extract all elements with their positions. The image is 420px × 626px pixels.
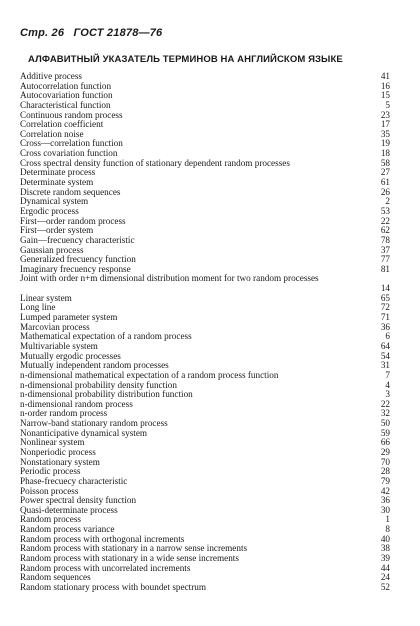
index-term: n-order random process bbox=[20, 408, 108, 419]
index-term: Autocorrelation function bbox=[20, 80, 112, 91]
index-term: Nonstationary system bbox=[20, 456, 100, 467]
index-page-number: 72 bbox=[380, 302, 390, 313]
term-index-list bbox=[20, 72, 390, 593]
index-page-number: 38 bbox=[380, 543, 390, 554]
index-page-number: 52 bbox=[380, 581, 390, 592]
page-number: Стр. 26 bbox=[20, 27, 65, 39]
index-title: АЛФАВИТНЫЙ УКАЗАТЕЛЬ ТЕРМИНОВ НА АНГЛИЙСКОМ ЯЗЫКЕ bbox=[28, 54, 343, 65]
index-page-number: 81 bbox=[380, 263, 390, 274]
index-term: Marcovian process bbox=[20, 321, 90, 332]
index-term: Mutually independent random processes bbox=[20, 360, 169, 371]
index-term: n-dimensional probability density function bbox=[20, 379, 177, 390]
index-page-number: 14 bbox=[380, 283, 390, 294]
index-page-number: 2 bbox=[385, 196, 390, 207]
index-term: Narrow-band stationary random process bbox=[20, 418, 168, 429]
index-term: Random process with orthogonal increments bbox=[20, 533, 185, 544]
index-term: Linear system bbox=[20, 292, 72, 303]
index-page-number: 66 bbox=[380, 437, 390, 448]
index-page-number: 54 bbox=[380, 350, 390, 361]
index-page-number: 7 bbox=[385, 369, 390, 380]
index-page-number: 61 bbox=[380, 177, 390, 188]
index-page-number: 27 bbox=[380, 167, 390, 178]
index-term: Cross covariation function bbox=[20, 148, 118, 159]
index-term: Gain—frecuency characteristic bbox=[20, 234, 135, 245]
index-term: n-dimensional probability distribution function bbox=[20, 389, 193, 400]
index-page-number: 1 bbox=[385, 514, 390, 525]
index-term: Discrete random sequences bbox=[20, 186, 121, 197]
index-term: Determinate system bbox=[20, 177, 94, 188]
index-page-number: 78 bbox=[380, 234, 390, 245]
index-page-number: 23 bbox=[380, 109, 390, 120]
index-term: Nonlinear system bbox=[20, 437, 85, 448]
page-header bbox=[20, 27, 168, 39]
index-term: Cross—correlation function bbox=[20, 138, 123, 149]
index-page-number: 22 bbox=[380, 398, 390, 409]
index-page-number: 36 bbox=[380, 495, 390, 506]
index-page-number: 22 bbox=[380, 215, 390, 226]
index-term: Quasi-determinate process bbox=[20, 504, 118, 515]
index-page-number: 65 bbox=[380, 292, 390, 303]
index-term: Multivariable system bbox=[20, 340, 98, 351]
index-page-number: 18 bbox=[380, 148, 390, 159]
standard-code: ГОСТ 21878—76 bbox=[73, 27, 163, 39]
index-term: Correlation coefficient bbox=[20, 119, 104, 130]
index-page-number: 35 bbox=[380, 128, 390, 139]
index-page-number: 77 bbox=[380, 254, 390, 265]
index-term: Dynamical system bbox=[20, 196, 89, 207]
index-term: Poisson process bbox=[20, 485, 79, 496]
index-term: Generalized frecuency function bbox=[20, 254, 136, 265]
index-page-number: 8 bbox=[385, 524, 390, 535]
index-term: n-dimensional mathematical expectation of a random process function bbox=[20, 369, 279, 380]
index-page-number: 3 bbox=[385, 389, 390, 400]
index-page-number: 4 bbox=[385, 379, 390, 390]
index-term: Power spectral density function bbox=[20, 495, 137, 506]
index-page-number: 42 bbox=[380, 485, 390, 496]
index-term: Random process with uncorrelated increments bbox=[20, 562, 191, 573]
index-page-number: 41 bbox=[380, 71, 390, 81]
index-page-number: 6 bbox=[385, 331, 390, 342]
index-term: Random process variance bbox=[20, 524, 115, 535]
index-page-number: 64 bbox=[380, 340, 390, 351]
index-page-number: 17 bbox=[380, 119, 390, 130]
index-page-number: 32 bbox=[380, 408, 390, 419]
index-page-number: 70 bbox=[380, 456, 390, 467]
index-page-number: 19 bbox=[380, 138, 390, 149]
index-term: Phase-frecuecy characteristic bbox=[20, 475, 128, 486]
index-page-number: 24 bbox=[380, 572, 390, 583]
index-term: Random stationary process with boundet spectrum bbox=[20, 581, 207, 592]
index-term: Correlation noise bbox=[20, 128, 84, 139]
index-page-number: 59 bbox=[380, 427, 390, 438]
index-term: Nonperiodic process bbox=[20, 447, 96, 457]
index-page-number: 40 bbox=[380, 533, 390, 544]
index-term: Additive process bbox=[20, 71, 83, 81]
index-entry bbox=[20, 294, 390, 304]
index-term: Continuous random process bbox=[20, 109, 123, 120]
index-term: Random sequences bbox=[20, 572, 91, 583]
index-term: Characteristical function bbox=[20, 99, 111, 110]
index-term: Cross spectral density function of stationary dependent random processes bbox=[20, 157, 290, 168]
index-term: First—order system bbox=[20, 225, 94, 236]
index-entry bbox=[20, 274, 390, 293]
index-term: Determinate process bbox=[20, 167, 96, 178]
index-page-number: 79 bbox=[380, 475, 390, 486]
index-term: Random process with stationary in a narrow sense increments bbox=[20, 543, 248, 554]
index-page-number: 31 bbox=[380, 360, 390, 371]
index-page-number: 36 bbox=[380, 321, 390, 332]
index-page-number: 58 bbox=[380, 157, 390, 168]
index-page-number: 39 bbox=[380, 553, 390, 564]
index-term: n-dimensional random process bbox=[20, 398, 133, 409]
index-page-number: 37 bbox=[380, 244, 390, 255]
index-page-number: 44 bbox=[380, 562, 390, 573]
index-term: Ergodic process bbox=[20, 205, 79, 216]
index-page-number: 15 bbox=[380, 90, 390, 101]
index-page-number: 26 bbox=[380, 186, 390, 197]
index-page-number: 50 bbox=[380, 418, 390, 429]
index-page-number: 62 bbox=[380, 225, 390, 236]
index-entry bbox=[20, 583, 390, 593]
index-term: Long line bbox=[20, 302, 56, 313]
index-page-number: 16 bbox=[380, 80, 390, 91]
index-term: Autocovariation function bbox=[20, 90, 113, 101]
index-term: First—order random process bbox=[20, 215, 126, 226]
index-page-number: 28 bbox=[380, 466, 390, 477]
index-term: Nonanticipative dynamical system bbox=[20, 427, 148, 438]
index-page-number: 71 bbox=[380, 312, 390, 323]
index-term: Lumped parameter system bbox=[20, 312, 118, 323]
index-page-number: 29 bbox=[380, 447, 390, 457]
index-term: Joint with order n+m dimensional distribution moment for two random processes bbox=[20, 273, 319, 284]
index-term: Periodic process bbox=[20, 466, 81, 477]
index-term: Random process bbox=[20, 514, 81, 525]
index-term: Mutually ergodic processes bbox=[20, 350, 121, 361]
index-term: Random process with stationary in a wide sense increments bbox=[20, 553, 239, 564]
index-page-number: 30 bbox=[380, 504, 390, 515]
index-term: Mathematical expectation of a random process bbox=[20, 331, 192, 342]
index-term: Gaussian process bbox=[20, 244, 84, 255]
index-page-number: 5 bbox=[385, 99, 390, 110]
index-term: Imaginary frecuency response bbox=[20, 263, 131, 274]
index-page-number: 53 bbox=[380, 205, 390, 216]
